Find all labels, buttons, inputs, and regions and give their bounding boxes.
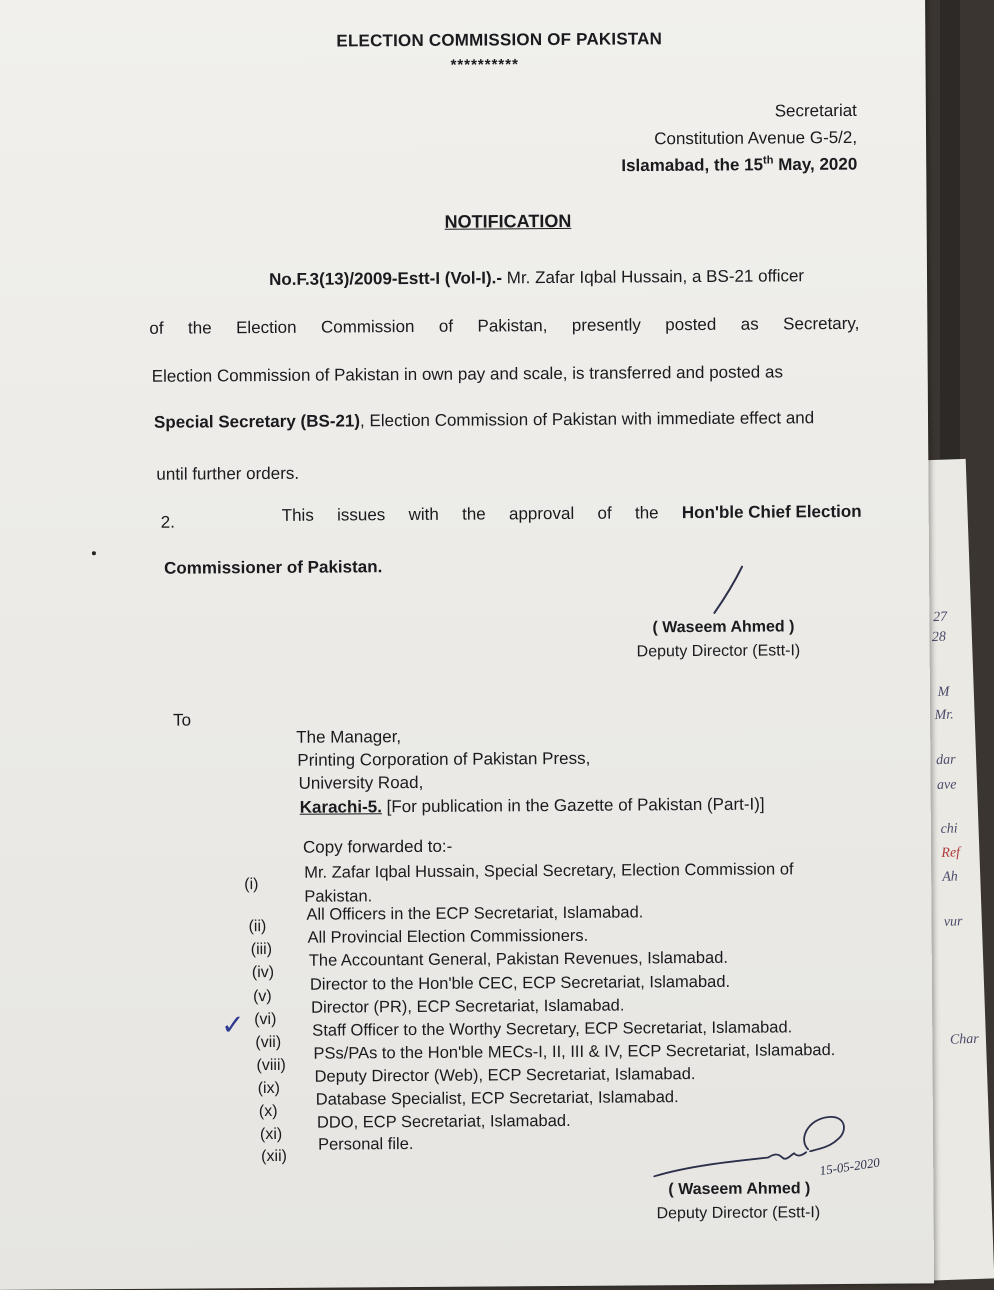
recipient-line-2: Printing Corporation of Pakistan Press, [297,748,591,770]
copy-item-text: PSs/PAs to the Hon'ble MECs-I, II, III & IV, ECP Secretariat, Islamabad. [313,1041,836,1063]
signatory-designation-1: Deputy Director (Estt-I) [636,642,801,661]
title-stars: ********** [450,56,519,74]
paragraph-2-line-2: Commissioner of Pakistan. [163,557,383,578]
copy-item-number: (v) [252,987,272,1006]
copy-item-text: All Provincial Election Commissioners. [307,926,589,947]
signatory-name-2: ( Waseem Ahmed ) [668,1180,811,1199]
date-line [561,154,857,177]
date-suffix: May, 2020 [773,154,858,175]
background-dark-area [940,0,960,460]
word: the [187,318,212,338]
word: Pakistan, [477,316,548,336]
copy-item-text: Director (PR), ECP Secretariat, Islamabad. [311,996,625,1017]
paragraph-1-line-1-text: Mr. Zafar Iqbal Hussain, a BS-21 officer [501,266,805,288]
commission-title: ELECTION COMMISSION OF PAKISTAN [336,29,663,51]
signature-stroke-1 [704,563,754,618]
underlying-fragment: M [937,684,950,700]
word: Secretary, [783,313,860,334]
word: posted [665,314,717,335]
copy-item-number: (xi) [259,1125,283,1144]
date-superscript: th [762,154,774,167]
paragraph-1-line-3: Election Commission of Pakistan in own pay and scale, is transferred and posted as [151,362,783,386]
recipient-line-1: The Manager, [296,727,402,747]
paragraph-1-line-2 [149,314,859,339]
notification-heading: NOTIFICATION [444,210,572,232]
copy-item-number: (x) [258,1102,278,1121]
copy-item-text: All Officers in the ECP Secretariat, Islamabad. [306,903,644,924]
recipient-line-3: University Road, [298,772,424,793]
underlying-fragment: Char [949,1031,979,1048]
copy-item-text: Deputy Director (Web), ECP Secretariat, Islamabad. [314,1065,696,1086]
word: issues [337,505,386,525]
paragraph-2-number: 2. [160,512,175,532]
copy-item-text: Director to the Hon'ble CEC, ECP Secretariat, Islamabad. [309,972,731,994]
underlying-fragment: 28 [931,629,947,646]
word: Commission [320,316,415,337]
copy-item-number: (ix) [257,1079,280,1098]
copy-item-number: (vi) [254,1010,277,1029]
to-label: To [173,710,192,730]
check-mark-icon: ✓ [221,1008,245,1042]
handwritten-signature-2 [648,1109,889,1191]
copy-item-text: Personal file. [318,1135,414,1154]
word: the [634,503,659,523]
word: presently [571,315,641,335]
paragraph-1-line-5: until further orders. [156,463,300,484]
copy-item-text: Staff Officer to the Worthy Secretary, ECP Secretariat, Islamabad. [312,1018,793,1040]
copy-item-number: (iii) [250,940,273,959]
copy-item-text: DDO, ECP Secretariat, Islamabad. [316,1111,571,1132]
underlying-fragment: Ah [941,869,959,885]
underlying-fragment: Mr. [934,707,954,724]
word: with [408,504,439,525]
recipient-city: Karachi-5. [299,797,382,817]
approval-authority: Hon'ble Chief Election [681,501,862,523]
paragraph-1-line-4-text: , Election Commission of Pakistan with immediate effect and [359,408,815,431]
underlying-fragment: chi [940,821,958,837]
recipient-line-4 [300,795,765,818]
copy-item-number: (xii) [261,1147,287,1166]
underlying-fragment: vur [943,914,963,930]
ink-dot [92,551,96,555]
signatory-name-1: ( Waseem Ahmed ) [652,618,795,637]
copy-item-text: The Accountant General, Pakistan Revenues, Islamabad. [308,948,729,970]
handwritten-date: 15-05-2020 [818,1154,881,1179]
reference-number: No.F.3(13)/2009-Estt-I (Vol-I).- [268,268,503,289]
copy-item-number: (iv) [251,963,275,982]
paragraph-2-line-1 [282,502,862,526]
address-line-2: Constitution Avenue G-5/2, [654,127,858,149]
underlying-fragment: 27 [932,609,948,626]
copy-item-number: (viii) [256,1056,286,1075]
date-prefix: Islamabad, the 15 [621,155,764,176]
copy-forwarded-label: Copy forwarded to:- [302,836,453,857]
underlying-fragment: Ref [941,845,961,861]
word: Election [235,317,297,338]
copy-item-text-continued: Pakistan. [304,887,373,906]
publication-note: [For publication in the Gazette of Pakistan (Part-I)] [381,794,765,817]
underlying-fragment: dar [935,752,956,769]
word: of [438,316,454,336]
paragraph-1-line-4 [154,408,814,433]
underlying-fragment: ave [936,777,957,794]
word: of [597,503,612,523]
word: as [740,314,759,334]
signatory-designation-2: Deputy Director (Estt-I) [656,1204,821,1223]
word: of [149,318,164,338]
copy-item-text: Database Specialist, ECP Secretariat, Islamabad. [315,1088,679,1109]
post-title: Special Secretary (BS-21) [153,411,361,432]
word: This [281,505,314,525]
word: approval [508,503,575,524]
copy-item-number: (vii) [255,1033,282,1052]
copy-item-text: Mr. Zafar Iqbal Hussain, Special Secretary, Election Commission of [304,860,794,882]
paragraph-1-line-1 [269,266,804,290]
address-line-1: Secretariat [774,100,857,121]
copy-item-number: (i) [244,876,259,894]
copy-item-number: (ii) [248,918,267,936]
word: the [461,504,486,524]
